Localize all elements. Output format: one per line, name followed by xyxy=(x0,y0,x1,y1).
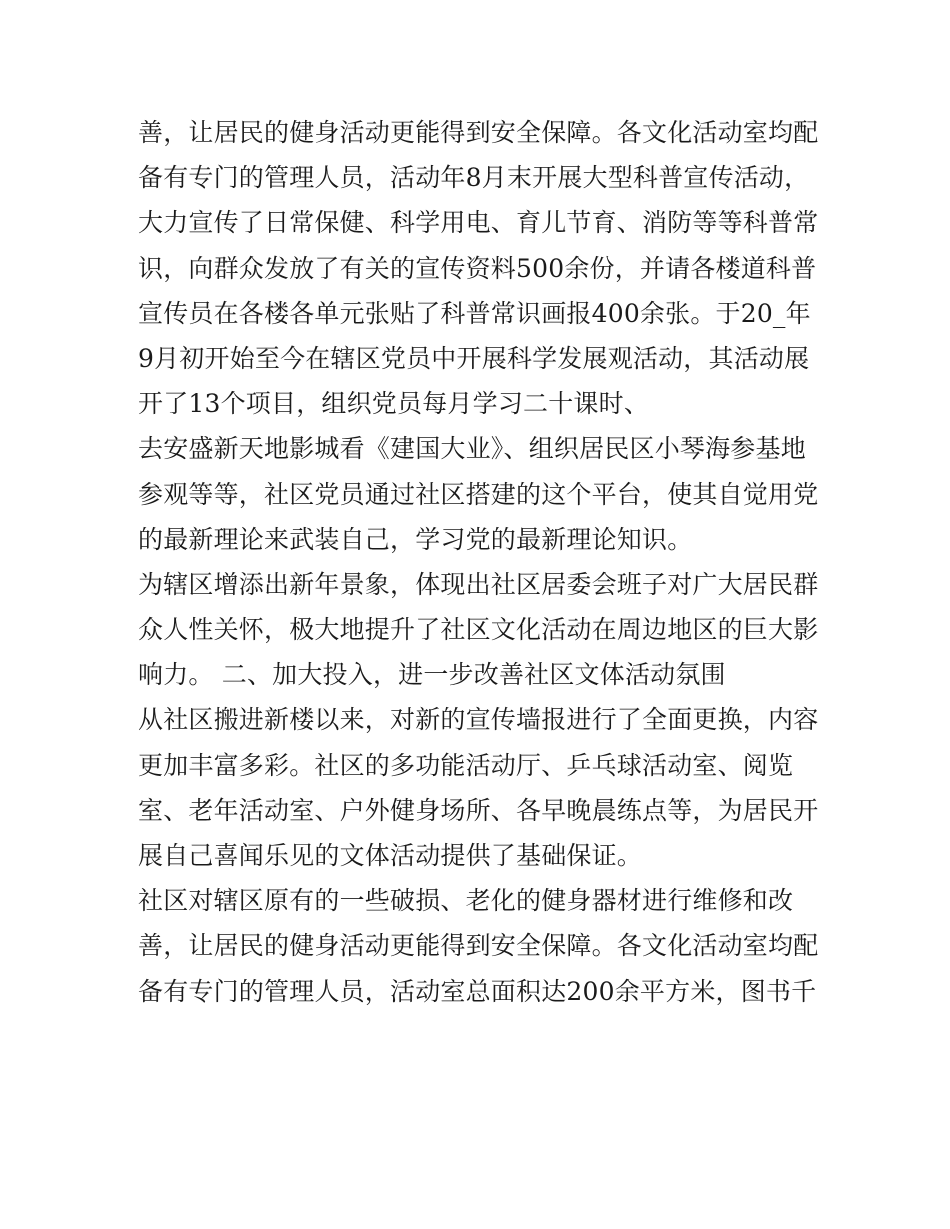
text-line: 从社区搬进新楼以来，对新的宣传墙报进行了全面更换，内容 xyxy=(138,705,819,735)
text-line: 室、老年活动室、户外健身场所、各早晚晨练点等，为居民开 xyxy=(138,795,819,825)
text-line: 9月初开始至今在辖区党员中开展科学发展观活动，其活动展 xyxy=(138,343,810,373)
text-line: 展自己喜闻乐见的文体活动提供了基础保证。 xyxy=(138,841,643,870)
text-line: 众人性关怀，极大地提升了社区文化活动在周边地区的巨大影 xyxy=(138,615,819,645)
text-line: 大力宣传了日常保健、科学用电、育儿节育、消防等等科普常 xyxy=(138,208,819,238)
body-text xyxy=(138,110,828,1014)
text-line: 更加丰富多彩。社区的多功能活动厅、乒乓球活动室、阅览 xyxy=(138,750,794,780)
text-line: 备有专门的管理人员，活动室总面积达200余平方米，图书千 xyxy=(138,976,817,1006)
section-heading-line: 响力。 二、加大投入，进一步改善社区文体活动氛围 xyxy=(138,660,726,690)
text-line: 为辖区增添出新年景象，体现出社区居委会班子对广大居民群 xyxy=(138,569,819,599)
text-line: 社区对辖区原有的一些破损、老化的健身器材进行维修和改 xyxy=(138,886,794,916)
text-line: 去安盛新天地影城看《建国大业》、组织居民区小琴海参基地 xyxy=(138,434,806,464)
text-line: 宣传员在各楼各单元张贴了科普常识画报400余张。于20_年 xyxy=(138,298,811,328)
text-line: 的最新理论来武装自己，学习党的最新理论知识。 xyxy=(138,524,693,554)
text-line: 开了13个项目，组织党员每月学习二十课时、 xyxy=(138,389,650,419)
text-line: 识，向群众发放了有关的宣传资料500余份，并请各楼道科普 xyxy=(138,253,817,283)
text-line: 善，让居民的健身活动更能得到安全保障。各文化活动室均配 xyxy=(138,931,819,961)
text-line: 参观等等，社区党员通过社区搭建的这个平台，使其自觉用党 xyxy=(138,479,819,509)
text-line: 备有专门的管理人员，活动年8月末开展大型科普宣传活动， xyxy=(138,163,810,193)
text-line: 善，让居民的健身活动更能得到安全保障。各文化活动室均配 xyxy=(138,118,819,147)
